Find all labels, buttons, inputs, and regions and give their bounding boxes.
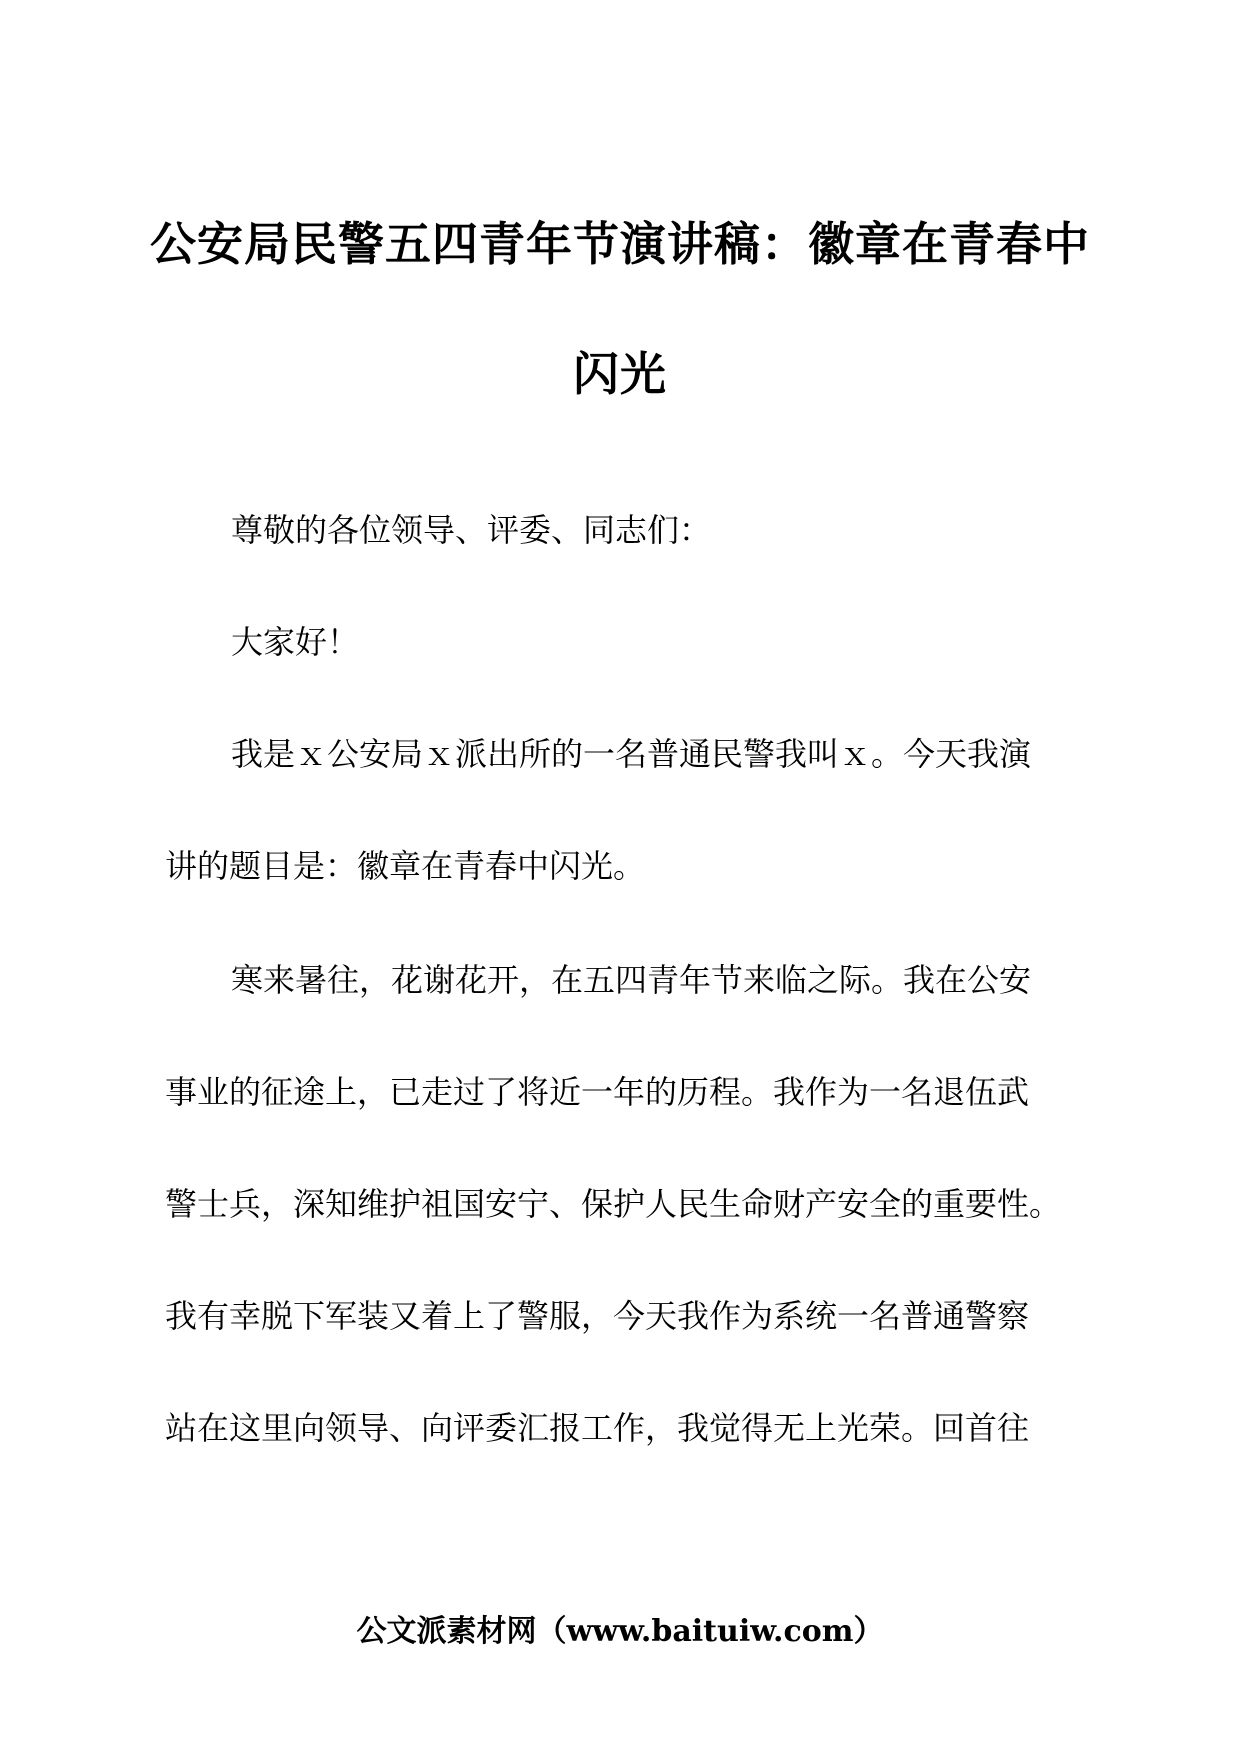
document-title-line-2: 闪光 [573,347,667,401]
body-text-line: 讲的题目是：徽章在青春中闪光。 [165,847,646,885]
body-text-line: 我是ｘ公安局ｘ派出所的一名普通民警我叫ｘ。今天我演 [231,735,1032,773]
greeting-line: 大家好！ [231,623,360,661]
body-text-line: 警士兵，深知维护祖国安宁、保护人民生命财产安全的重要性。 [165,1185,1062,1223]
footer-source-text: 公文派素材网（www.baituiw.com） [356,1614,884,1649]
body-text-line: 我有幸脱下军装又着上了警服，今天我作为系统一名普通警察 [165,1297,1030,1335]
body-text-line: 寒来暑往，花谢花开，在五四青年节来临之际。我在公安 [231,961,1032,999]
document-title-line-1: 公安局民警五四青年节演讲稿：徽章在青春中 [150,217,1090,271]
body-text-line: 事业的征途上，已走过了将近一年的历程。我作为一名退伍武 [165,1073,1030,1111]
body-text-line: 站在这里向领导、向评委汇报工作，我觉得无上光荣。回首往 [165,1409,1030,1447]
salutation-line: 尊敬的各位领导、评委、同志们： [231,511,712,549]
